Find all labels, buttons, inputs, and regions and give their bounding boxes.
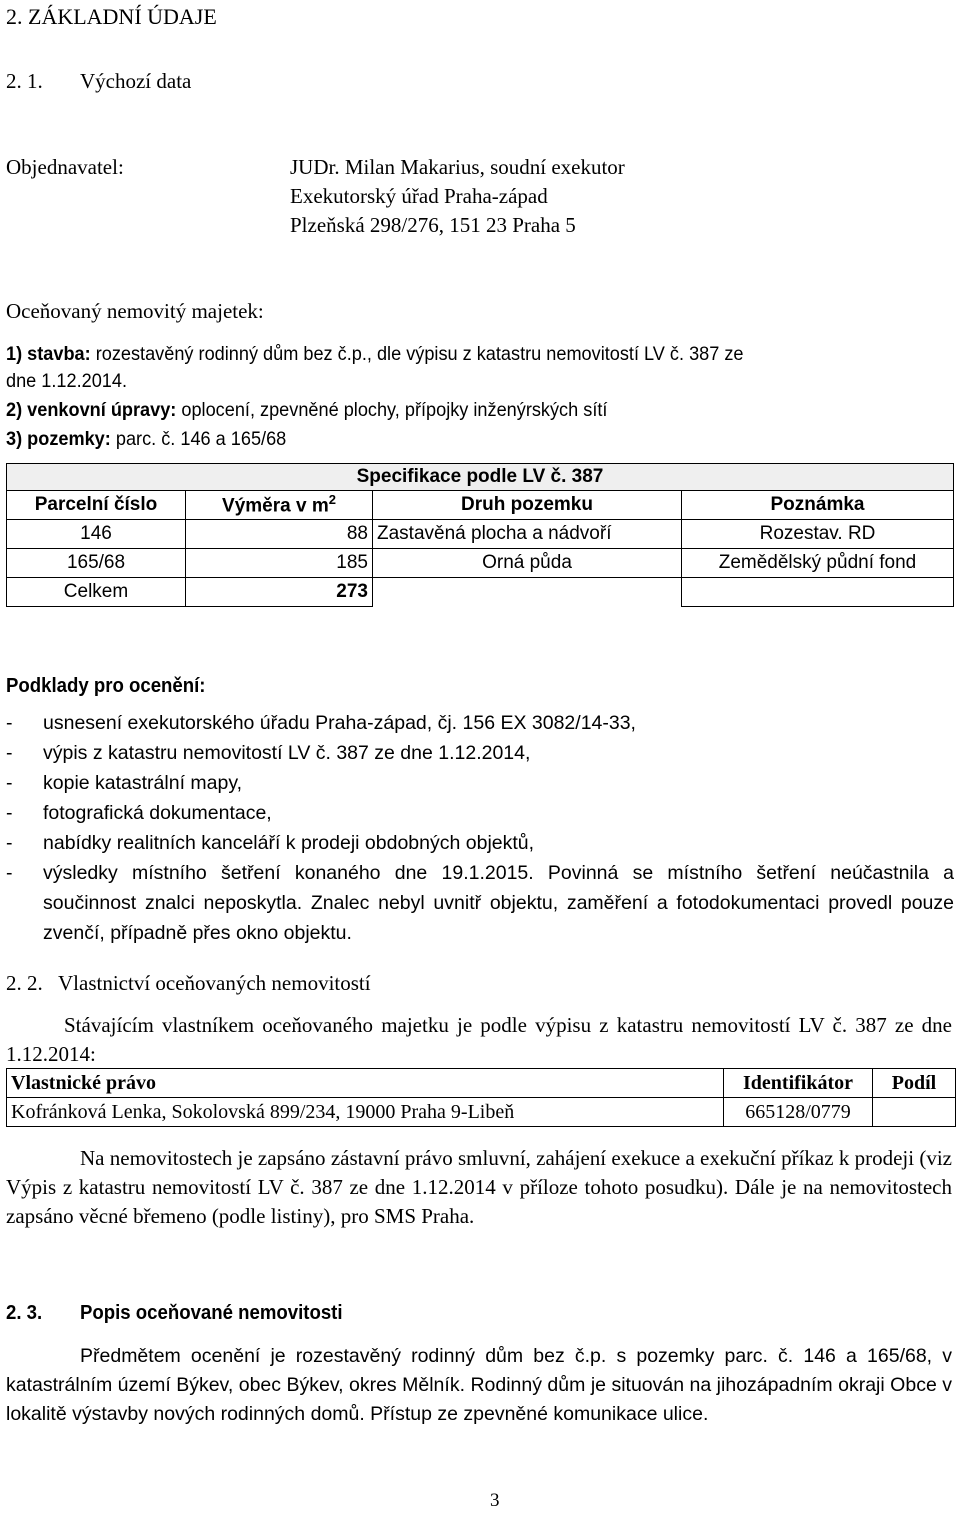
client-line-1: JUDr. Milan Makarius, soudní exekutor (290, 155, 625, 179)
empty-cell (373, 578, 682, 607)
subsection-number-2-1: 2. 1. (6, 69, 43, 93)
cell-identifier: 665128/0779 (724, 1098, 873, 1127)
sources-heading: Podklady pro ocenění: (6, 675, 206, 697)
subsection-number-2-3: 2. 3. (6, 1302, 43, 1324)
subsection-number-2-2: 2. 2. (6, 971, 43, 995)
list-item: - usnesení exekutorského úřadu Praha-západ, čj. 156 EX 3082/14-33, (6, 712, 636, 734)
ownership-table-header (7, 1069, 956, 1098)
table-row (7, 520, 954, 549)
header-ownership-right: Vlastnické právo (7, 1069, 724, 1098)
cell-land-type: Orná půda (373, 549, 682, 578)
cell-parcel: 146 (7, 520, 186, 549)
table-row (7, 1098, 956, 1127)
cell-share (873, 1098, 956, 1127)
client-line-3: Plzeňská 298/276, 151 23 Praha 5 (290, 213, 576, 237)
property-item-3 (6, 428, 286, 451)
list-item: - výsledky místního šetření konaného dne 19.1.2015. Povinná se místního šetření neúčastnila a součinnost znalci neposkytla. Znalec nebyl uvnitř objektu, zaměření a fotodokumentaci provedl pouze zvenčí, případně přes okno objektu. (6, 862, 954, 944)
list-item: - kopie katastrální mapy, (6, 772, 243, 794)
sources-list (6, 708, 954, 948)
header-share: Podíl (873, 1069, 956, 1098)
table-row (7, 549, 954, 578)
property-item-1-label: 1) stavba: (6, 343, 91, 365)
property-item-2 (6, 399, 607, 422)
parcel-spec-table (6, 463, 954, 607)
ownership-table (6, 1068, 956, 1127)
header-land-type: Druh pozemku (373, 491, 682, 520)
header-area-superscript: 2 (328, 492, 336, 508)
header-area: Výměra v $m^2$ (186, 491, 373, 520)
page-number: 3 (490, 1490, 500, 1511)
list-item: - fotografická dokumentace, (6, 802, 272, 824)
cell-land-type: Zastavěná plocha a nádvoří (373, 520, 682, 549)
header-identifier: Identifikátor (724, 1069, 873, 1098)
spec-table-header (7, 491, 954, 520)
cell-note: Zemědělský půdní fond (682, 549, 954, 578)
client-label: Objednavatel: (6, 155, 124, 179)
total-value: 273 (186, 578, 373, 607)
property-item-1-cont: dne 1.12.2014. (6, 370, 128, 392)
list-item: - výpis z katastru nemovitostí LV č. 387 ze dne 1.12.2014, (6, 742, 531, 764)
header-parcel-number: Parcelní číslo (7, 491, 186, 520)
property-item-3-text: parc. č. 146 a 165/68 (115, 428, 287, 450)
ownership-intro: Stávajícím vlastníkem oceňovaného majetku je podle výpisu z katastru nemovitostí LV č. 387 ze dne 1.12.2014: (6, 1013, 952, 1066)
cell-area: 185 (186, 549, 373, 578)
property-item-2-text: oplocení, zpevněné plochy, přípojky inženýrských sítí (181, 399, 608, 421)
cell-parcel: 165/68 (7, 549, 186, 578)
property-heading: Oceňovaný nemovitý majetek: (6, 299, 264, 323)
client-line-2: Exekutorský úřad Praha-západ (290, 184, 548, 208)
header-note: Poznámka (682, 491, 954, 520)
total-label: Celkem (7, 578, 186, 607)
spec-table-title: Specifikace podle LV č. 387 (7, 464, 954, 491)
list-item: - nabídky realitních kanceláří k prodeji obdobných objektů, (6, 832, 535, 854)
property-item-1-text: rozestavěný rodinný dům bez č.p., dle výpisu z katastru nemovitostí LV č. 387 ze (95, 343, 744, 365)
property-item-1 (6, 343, 744, 366)
cell-owner: Kofránková Lenka, Sokolovská 899/234, 19000 Praha 9-Libeň (7, 1098, 724, 1127)
table-total-row (7, 578, 954, 607)
cell-note: Rozestav. RD (682, 520, 954, 549)
empty-cell (682, 578, 954, 607)
section-title: 2. ZÁKLADNÍ ÚDAJE (6, 4, 217, 29)
cell-area: 88 (186, 520, 373, 549)
property-description: Předmětem ocenění je rozestavěný rodinný dům bez č.p. s pozemky parc. č. 146 a 165/68, v katastrálním území Býkev, obec Býkev, okres Mělník. Rodinný dům je situován na jihozápadním okraji Obce v lokalitě výstavby nových rodinných domů. Přístup ze zpevněné komunikace ulice. (6, 1345, 952, 1425)
subsection-title-2-2: Vlastnictví oceňovaných nemovitostí (58, 971, 371, 995)
ownership-note: Na nemovitostech je zapsáno zástavní právo smluvní, zahájení exekuce a exekuční příkaz k prodeji (viz Výpis z katastru nemovitostí LV č. 387 ze dne 1.12.2014 v příloze tohoto posudku). Dále je na nemovitostech zapsáno věcné břemeno (podle listiny), pro SMS Praha. (6, 1146, 952, 1228)
property-item-2-label: 2) venkovní úpravy: (6, 399, 177, 421)
subsection-title-2-3: Popis oceňované nemovitosti (80, 1302, 343, 1324)
subsection-title-2-1: Výchozí data (80, 69, 192, 93)
property-item-3-label: 3) pozemky: (6, 428, 111, 450)
